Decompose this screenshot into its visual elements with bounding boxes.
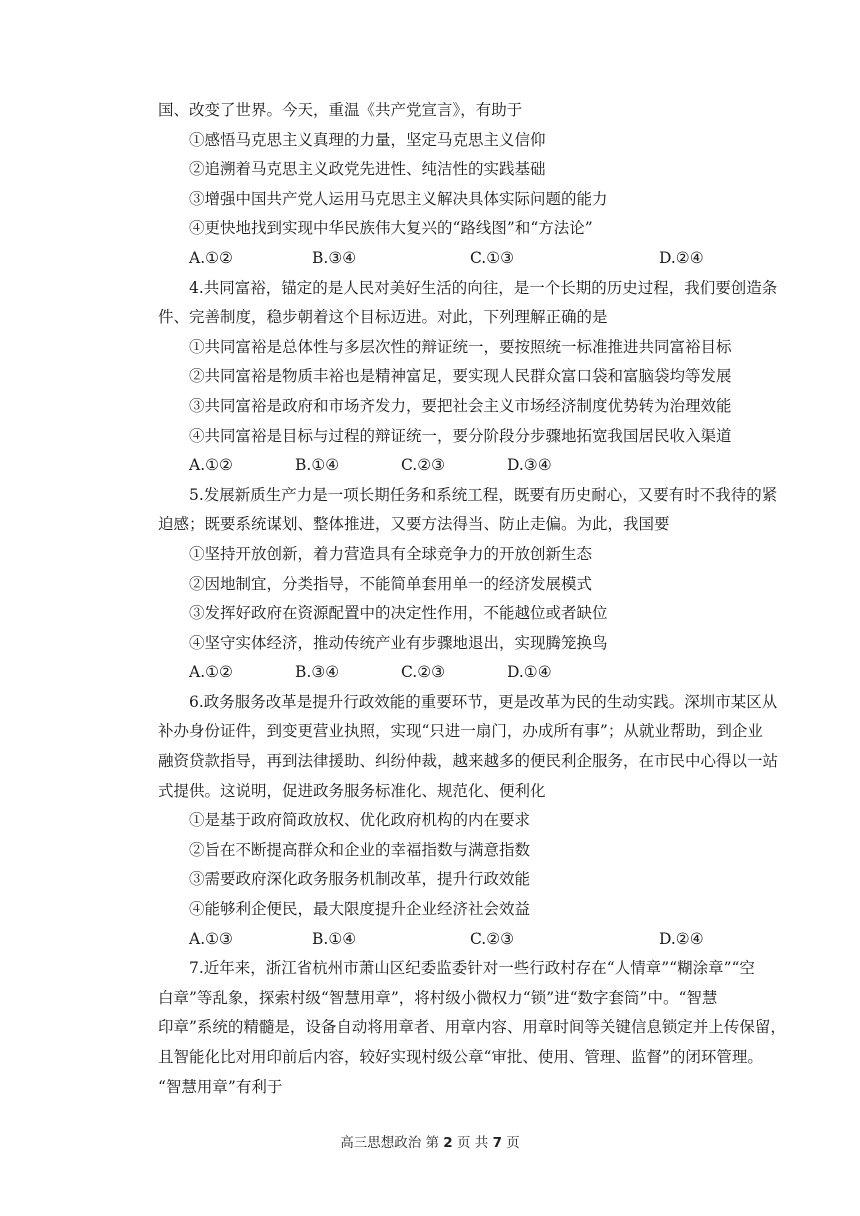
q6-option-c: C.②③ bbox=[470, 929, 515, 948]
q5-option-a: A.①② bbox=[189, 663, 233, 682]
q4-item-3: ③共同富裕是政府和市场齐发力，要把社会主义市场经济制度优势转为治理效能 bbox=[189, 396, 732, 415]
q6-item-3: ③需要政府深化政务服务机制改革，提升行政效能 bbox=[189, 870, 531, 889]
q6-option-d: D.②④ bbox=[659, 929, 704, 948]
q5-item-3: ③发挥好政府在资源配置中的决定性作用，不能越位或者缺位 bbox=[189, 604, 608, 623]
footer-suffix: 页 bbox=[501, 1135, 520, 1151]
footer-total-pages: 7 bbox=[492, 1135, 502, 1151]
q6-stem-line-1: 6.政务服务改革是提升行政效能的重要环节，更是改革为民的生动实践。深圳市某区从 bbox=[189, 692, 778, 711]
q5-item-4: ④坚守实体经济，推动传统产业有步骤地退出，实现腾笼换鸟 bbox=[189, 633, 608, 652]
q4-item-2: ②共同富裕是物质丰裕也是精神富足，要实现人民群众富口袋和富脑袋均等发展 bbox=[189, 367, 732, 386]
q3-item-2: ②追溯着马克思主义政党先进性、纯洁性的实践基础 bbox=[189, 160, 546, 179]
q4-item-1: ①共同富裕是总体性与多层次性的辩证统一，要按照统一标准推进共同富裕目标 bbox=[189, 337, 732, 356]
q3-item-3: ③增强中国共产党人运用马克思主义解决具体实际问题的能力 bbox=[189, 189, 608, 208]
q5-option-c: C.②③ bbox=[401, 663, 446, 682]
q3-item-4: ④更快地找到实现中华民族伟大复兴的“路线图”和“方法论” bbox=[189, 219, 593, 238]
q5-stem-line-2: 迫感；既要系统谋划、整体推进，又要方法得当、防止走偏。为此，我国要 bbox=[158, 515, 670, 534]
q6-stem-line-2: 补办身份证件，到变更营业执照，实现“只进一扇门，办成所有事”；从就业帮助，到企业 bbox=[158, 722, 763, 741]
q6-item-4: ④能够利企便民，最大限度提升企业经济社会效益 bbox=[189, 900, 531, 919]
q6-option-b: B.①④ bbox=[312, 929, 357, 948]
q7-stem-line-4: 且智能化比对用印前后内容，较好实现村级公章“审批、使用、管理、监督”的闭环管理。 bbox=[158, 1048, 763, 1066]
q5-item-2: ②因地制宜，分类指导，不能简单套用单一的经济发展模式 bbox=[189, 574, 593, 593]
q6-options bbox=[158, 925, 718, 955]
q3-option-a: A.①② bbox=[189, 248, 233, 267]
q3-option-d: D.②④ bbox=[659, 248, 704, 267]
intro-line: 国、改变了世界。今天，重温《共产党宣言》，有助于 bbox=[158, 101, 523, 119]
q6-option-a: A.①③ bbox=[189, 929, 233, 948]
footer-middle: 页 共 bbox=[452, 1135, 493, 1151]
q6-item-1: ①是基于政府简政放权、优化政府机构的内在要求 bbox=[189, 811, 531, 830]
page-footer bbox=[0, 1131, 860, 1151]
footer-prefix: 高三思想政治 第 bbox=[340, 1135, 444, 1151]
q4-option-d: D.③④ bbox=[507, 456, 552, 475]
q4-stem-line-2: 件、完善制度，稳步朝着这个目标迈进。对此，下列理解正确的是 bbox=[158, 308, 608, 327]
q5-option-b: B.③④ bbox=[295, 663, 340, 682]
q5-option-d: D.①④ bbox=[507, 663, 552, 682]
q3-option-b: B.③④ bbox=[312, 248, 357, 267]
q6-stem-line-4: 式提供。这说明，促进政务服务标准化、规范化、便利化 bbox=[158, 781, 546, 800]
page-content bbox=[158, 96, 786, 1102]
q4-option-c: C.②③ bbox=[401, 456, 446, 475]
q3-options bbox=[158, 244, 718, 274]
q7-stem-line-2: 白章”等乱象，探索村级“智慧用章”，将村级小微权力“锁”进“数字套筒”中。“智慧 bbox=[158, 988, 718, 1007]
q5-stem-line-1: 5.发展新质生产力是一项长期任务和系统工程，既要有历史耐心，又要有时不我待的紧 bbox=[189, 485, 778, 504]
q3-option-c: C.①③ bbox=[470, 248, 515, 267]
q5-options bbox=[158, 658, 718, 688]
q4-item-4: ④共同富裕是目标与过程的辩证统一，要分阶段分步骤地拓宽我国居民收入渠道 bbox=[189, 426, 732, 445]
q6-stem-line-3: 融资贷款指导，再到法律援助、纠纷仲裁，越来越多的便民利企服务，在市民中心得以一站 bbox=[158, 752, 779, 771]
q6-item-2: ②旨在不断提高群众和企业的幸福指数与满意指数 bbox=[189, 840, 531, 859]
q7-stem-line-3: 印章”系统的精髓是，设备自动将用章者、用章内容、用章时间等关键信息锁定并上传保留， bbox=[158, 1018, 786, 1037]
q7-stem-line-5: “智慧用章”有利于 bbox=[158, 1077, 283, 1096]
q4-stem-line-1: 4.共同富裕，锚定的是人民对美好生活的向往，是一个长期的历史过程，我们要创造条 bbox=[189, 278, 778, 297]
q7-stem-line-1: 7.近年来，浙江省杭州市萧山区纪委监委针对一些行政村存在“人情章”“糊涂章”“空 bbox=[189, 959, 755, 978]
q5-item-1: ①坚持开放创新，着力营造具有全球竞争力的开放创新生态 bbox=[189, 544, 593, 563]
footer-page-number: 2 bbox=[443, 1135, 453, 1151]
q4-option-a: A.①② bbox=[189, 456, 233, 475]
q4-options bbox=[158, 451, 718, 481]
q3-item-1: ①感悟马克思主义真理的力量，坚定马克思主义信仰 bbox=[189, 130, 546, 149]
q4-option-b: B.①④ bbox=[295, 456, 340, 475]
